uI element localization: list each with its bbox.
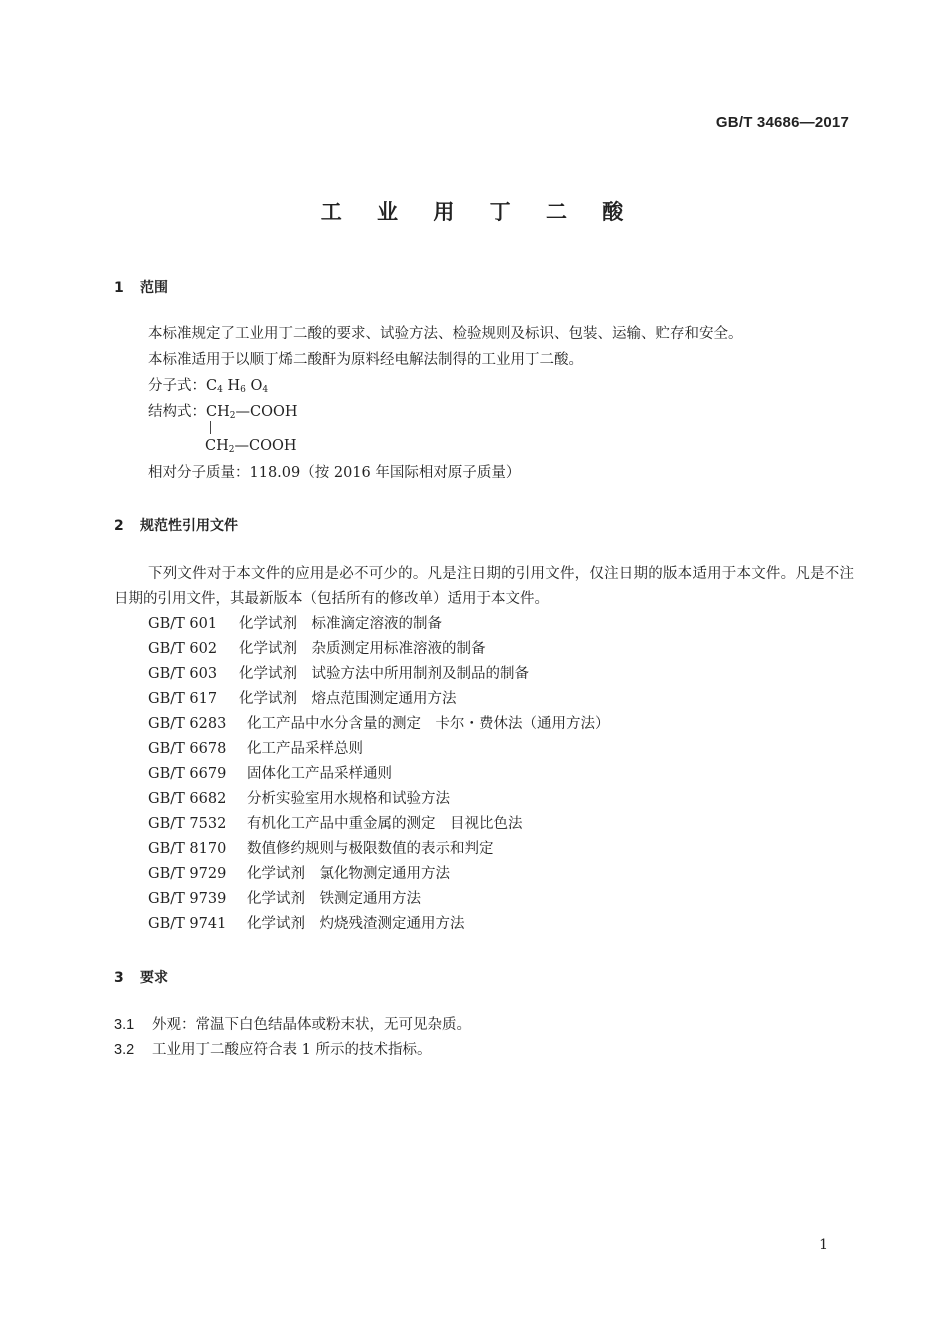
section-2-intro: 下列文件对于本文件的应用是必不可少的。凡是注日期的引用文件，仅注日期的版本适用于本文件。凡是不注日期的引用文件，其最新版本（包括所有的修改单）适用于本文件。 <box>114 566 854 607</box>
structural-formula-line-2 <box>205 434 297 463</box>
reference-item <box>148 662 529 687</box>
paragraph: 本标准适用于以顺丁烯二酸酐为原料经电解法制得的工业用丁二酸。 <box>148 352 583 368</box>
reference-code: GB/T 8170 <box>148 841 227 857</box>
formula-subscript: 2 <box>229 411 236 421</box>
formula-group: CH <box>205 438 229 454</box>
reference-item <box>148 912 465 937</box>
molecular-formula <box>148 374 268 403</box>
reference-title: 有机化工产品中重金属的测定 目视比色法 <box>247 816 523 832</box>
reference-title: 化学试剂 氯化物测定通用方法 <box>247 866 450 882</box>
clause-number: 3.2 <box>114 1042 135 1058</box>
reference-code: GB/T 601 <box>148 616 218 632</box>
reference-title: 化工产品采样总则 <box>247 741 363 757</box>
reference-code: GB/T 602 <box>148 641 218 657</box>
clause-text: 外观：常温下白色结晶体或粉末状，无可见杂质。 <box>152 1017 471 1033</box>
formula-subscript: 2 <box>228 445 235 455</box>
paragraph: 本标准规定了工业用丁二酸的要求、试验方法、检验规则及标识、包装、运输、贮存和安全。 <box>148 326 743 342</box>
section-title: 要求 <box>140 970 168 986</box>
reference-title: 化工产品中水分含量的测定 卡尔・费休法（通用方法） <box>247 716 610 732</box>
reference-title: 分析实验室用水规格和试验方法 <box>247 791 450 807</box>
reference-code: GB/T 6679 <box>148 766 227 782</box>
reference-code: GB/T 6678 <box>148 741 227 757</box>
formula-element: H <box>227 378 241 394</box>
section-number: 1 <box>114 280 124 296</box>
reference-item <box>148 862 450 887</box>
page-number: 1 <box>819 1237 828 1253</box>
standard-code: GB/T 34686—2017 <box>715 114 849 131</box>
section-title: 规范性引用文件 <box>140 518 238 534</box>
reference-code: GB/T 9739 <box>148 891 227 907</box>
reference-title: 化学试剂 铁测定通用方法 <box>247 891 421 907</box>
reference-item <box>148 787 450 812</box>
clause-number: 3.1 <box>114 1017 135 1033</box>
relative-molecular-mass: 相对分子质量：118.09（按 2016 年国际相对原子质量） <box>148 465 521 481</box>
reference-title: 固体化工产品采样通则 <box>247 766 392 782</box>
reference-title: 化学试剂 试验方法中所用制剂及制品的制备 <box>239 666 529 682</box>
formula-element: C <box>206 378 218 394</box>
clause-3-2 <box>114 1038 431 1063</box>
section-3-heading <box>114 967 168 987</box>
reference-item <box>148 637 486 662</box>
formula-group: —COOH <box>235 404 298 420</box>
document-title: 工 业 用 丁 二 酸 <box>320 200 638 224</box>
reference-item <box>148 712 610 737</box>
reference-code: GB/T 617 <box>148 691 218 707</box>
reference-code: GB/T 9741 <box>148 916 227 932</box>
section-title: 范围 <box>140 280 168 296</box>
reference-item <box>148 812 523 837</box>
formula-group: CH <box>206 404 230 420</box>
reference-item <box>148 687 457 712</box>
formula-subscript: 4 <box>262 385 269 395</box>
reference-title: 化学试剂 标准滴定溶液的制备 <box>239 616 442 632</box>
reference-code: GB/T 6283 <box>148 716 227 732</box>
reference-item <box>148 762 392 787</box>
reference-item <box>148 612 442 637</box>
reference-title: 化学试剂 灼烧残渣测定通用方法 <box>247 916 465 932</box>
formula-label: 分子式： <box>148 378 206 394</box>
clause-text: 工业用丁二酸应符合表 1 所示的技术指标。 <box>152 1042 432 1058</box>
reference-code: GB/T 9729 <box>148 866 227 882</box>
bond-line <box>210 421 211 434</box>
reference-title: 化学试剂 杂质测定用标准溶液的制备 <box>239 641 486 657</box>
reference-item <box>148 737 363 762</box>
structural-formula-line-1 <box>148 400 298 429</box>
reference-title: 化学试剂 熔点范围测定通用方法 <box>239 691 457 707</box>
reference-code: GB/T 603 <box>148 666 218 682</box>
formula-subscript: 6 <box>240 385 246 395</box>
section-2-heading <box>114 515 238 535</box>
section-number: 3 <box>114 970 124 986</box>
section-1-heading <box>114 277 168 297</box>
formula-group: —COOH <box>234 438 297 454</box>
reference-title: 数值修约规则与极限数值的表示和判定 <box>247 841 494 857</box>
reference-code: GB/T 6682 <box>148 791 227 807</box>
formula-subscript: 4 <box>217 385 223 395</box>
reference-code: GB/T 7532 <box>148 816 227 832</box>
reference-item <box>148 837 494 862</box>
reference-item <box>148 887 421 912</box>
clause-3-1 <box>114 1013 471 1038</box>
formula-label: 结构式： <box>148 404 206 420</box>
section-number: 2 <box>114 518 124 534</box>
formula-element: O <box>250 378 263 394</box>
